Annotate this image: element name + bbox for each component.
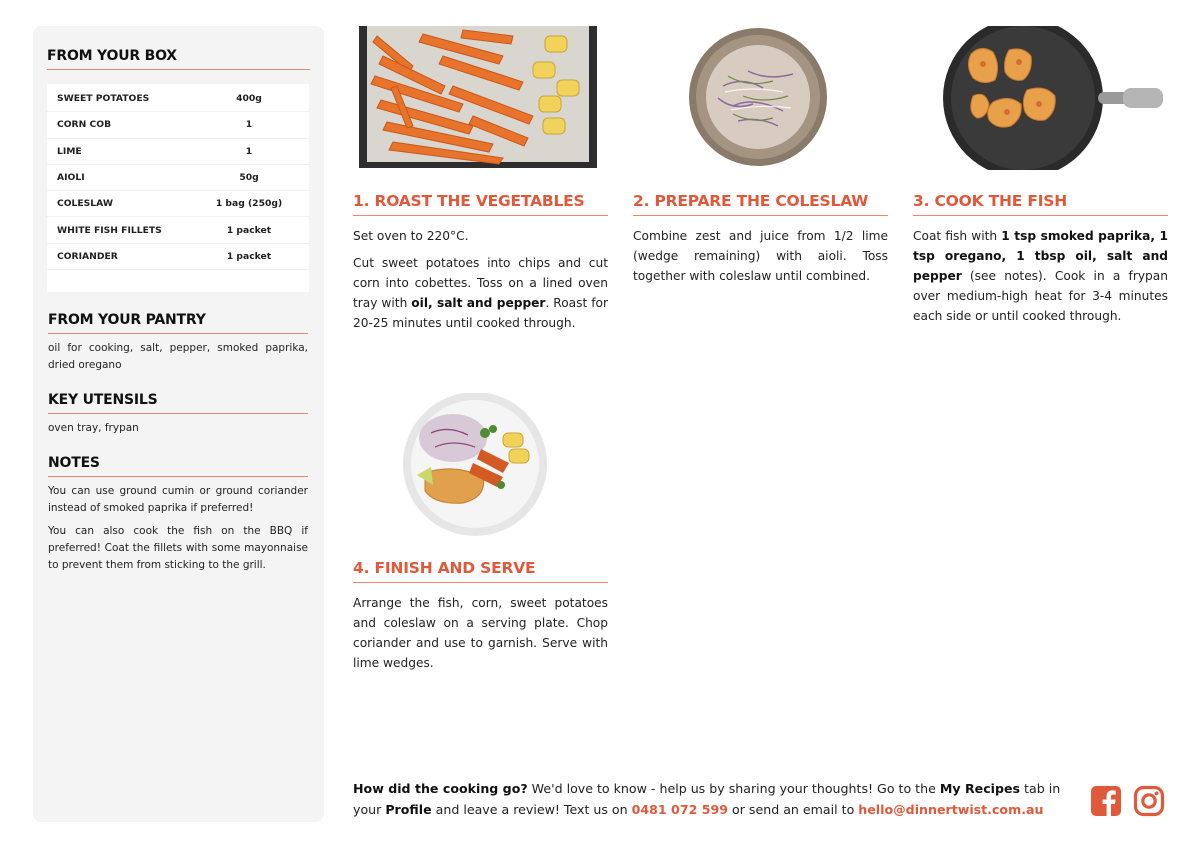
step-title: 1. ROAST THE VEGETABLES	[353, 192, 608, 216]
key-utensils-heading: KEY UTENSILS	[48, 392, 308, 414]
step-paragraph: Coat fish with 1 tsp smoked paprika, 1 tsp oregano, 1 tbsp oil, salt and pepper (see notes). Cook in a frypan over medium-high heat for 3-4 minutes each side or until cooked through.	[913, 229, 1168, 323]
notes-body	[48, 483, 308, 574]
step-finish-and-serve	[353, 393, 608, 680]
ingredient-quantity: 1	[245, 145, 253, 157]
ingredient-row	[47, 191, 309, 217]
ingredient-name: WHITE FISH FILLETS	[57, 224, 162, 236]
from-your-box-heading: FROM YOUR BOX	[47, 48, 310, 70]
ingredient-quantity: 400g	[236, 93, 262, 105]
ingredient-row	[47, 244, 309, 270]
note-paragraph: You can use ground cumin or ground coriander instead of smoked paprika if preferred!	[48, 485, 308, 514]
fish-frypan-photo	[913, 26, 1168, 170]
notes-heading: NOTES	[48, 455, 308, 477]
step-instructions	[353, 593, 608, 673]
my-recipes-label: My Recipes	[939, 781, 1021, 796]
step-prepare-coleslaw	[633, 26, 888, 293]
step-title: 3. COOK THE FISH	[913, 192, 1168, 216]
step-paragraph: Cut sweet potatoes into chips and cut corn into cobettes. Toss on a lined oven tray with oil, salt and pepper. Roast for 20-25 minutes until cooked through.	[353, 256, 608, 330]
pantry-items-text: oil for cooking, salt, pepper, smoked paprika, dried oregano	[48, 342, 308, 371]
step-instructions	[633, 226, 888, 286]
facebook-icon[interactable]	[1090, 785, 1122, 817]
email-link[interactable]: hello@dinnertwist.com.au	[858, 802, 1044, 817]
profile-label: Profile	[385, 802, 432, 817]
ingredient-row	[47, 139, 309, 165]
ingredient-row	[47, 86, 309, 112]
step-instructions	[353, 226, 608, 333]
step-title: 2. PREPARE THE COLESLAW	[633, 192, 888, 216]
finished-plate-photo	[353, 393, 608, 537]
ingredient-row	[47, 217, 309, 243]
ingredient-quantity: 1	[245, 119, 253, 131]
step-roast-vegetables	[353, 26, 608, 340]
step-paragraph: Set oven to 220°C.	[353, 229, 469, 243]
ingredient-row	[47, 112, 309, 138]
ingredient-name: COLESLAW	[57, 198, 113, 210]
ingredient-name: CORN COB	[57, 119, 112, 131]
ingredient-quantity: 1 packet	[226, 224, 272, 236]
instagram-icon[interactable]	[1133, 785, 1165, 817]
roast-vegetables-photo	[353, 26, 608, 170]
ingredient-quantity: 50g	[239, 172, 259, 184]
phone-link[interactable]: 0481 072 599	[631, 802, 729, 817]
note-paragraph: You can also cook the fish on the BBQ if preferred! Coat the fillets with some mayonnaise to prevent them from sticking to the grill.	[48, 525, 308, 571]
ingredient-quantity: 1 packet	[226, 250, 272, 262]
ingredient-row	[47, 165, 309, 191]
ingredient-name: AIOLI	[57, 172, 85, 184]
step-paragraph: Combine zest and juice from 1/2 lime (wedge remaining) with aioli. Toss together with coleslaw until combined.	[633, 229, 888, 283]
ingredient-name: CORIANDER	[57, 250, 118, 262]
step-paragraph: Arrange the fish, corn, sweet potatoes and coleslaw on a serving plate. Chop coriander and use to garnish. Serve with lime wedges.	[353, 596, 608, 670]
coleslaw-bowl-photo	[633, 26, 888, 170]
step-cook-fish	[913, 26, 1168, 333]
box-ingredients-table	[47, 84, 309, 292]
ingredient-quantity: 1 bag (250g)	[215, 198, 283, 210]
utensils-text: oven tray, frypan	[48, 422, 139, 434]
feedback-footer: How did the cooking go? We'd love to know - help us by sharing your thoughts! Go to the My Recipes tab in your Profile and leave a review! Text us on 0481 072 599 or send an email to hello@dinnertwist.com.au	[353, 781, 1061, 817]
ingredient-name: SWEET POTATOES	[57, 93, 150, 105]
feedback-question: How did the cooking go?	[353, 781, 528, 796]
step-instructions	[913, 226, 1168, 326]
ingredients-sidebar	[33, 26, 324, 822]
ingredient-name: LIME	[57, 145, 82, 157]
from-your-pantry-heading: FROM YOUR PANTRY	[48, 312, 308, 334]
step-title: 4. FINISH AND SERVE	[353, 559, 608, 583]
